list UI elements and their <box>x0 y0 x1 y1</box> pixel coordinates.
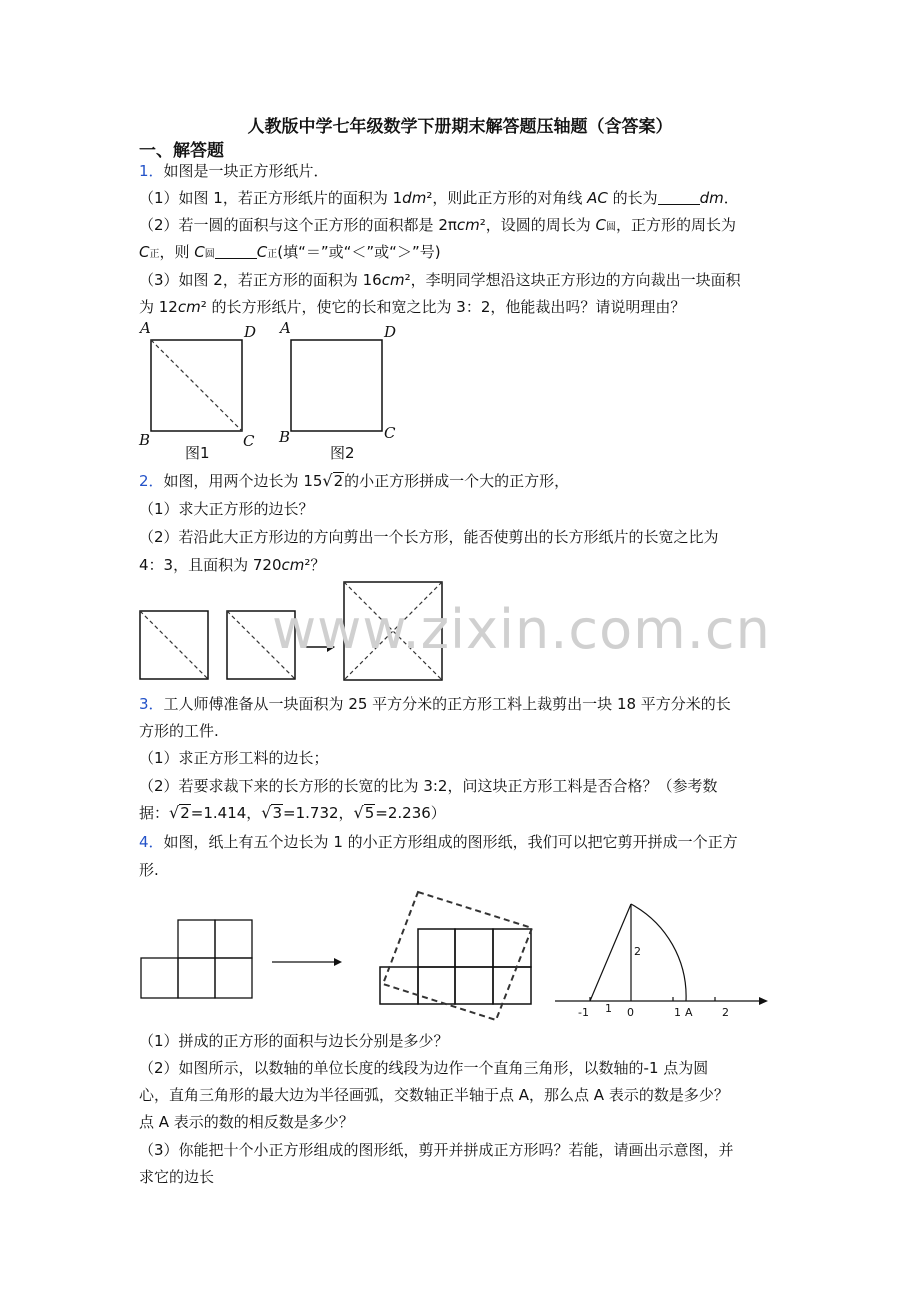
q1-part3-cont: 为 12cm² 的长方形纸片，使它的长和宽之比为 3：2，他能裁出吗？请说明理由？ <box>139 298 686 316</box>
compare-blank[interactable] <box>215 244 257 259</box>
label-a: A <box>280 319 291 337</box>
q2-number: 2． <box>139 472 164 490</box>
answer-blank[interactable] <box>658 190 700 205</box>
q1-part1: （1）如图 1，若正方形纸片的面积为 1dm²，则此正方形的对角线 AC 的长为 dm． <box>139 189 739 207</box>
point-a: A <box>685 1006 693 1019</box>
label-d: D <box>384 323 397 341</box>
figure-1 <box>138 319 256 462</box>
label-d: D <box>244 323 257 341</box>
segment-1-label: 1 <box>605 1002 612 1015</box>
label-c: C <box>243 432 255 450</box>
q3-stem: 3．工人师傅准备从一块面积为 25 平方分米的正方形工料上裁剪出一块 18 平方分米的长 <box>139 695 731 713</box>
figure-2 <box>278 319 396 462</box>
q3-part1: （1）求正方形工料的边长； <box>139 749 329 767</box>
figure-1-caption: 图1 <box>185 444 210 462</box>
q1-part2: （2）若一圆的面积与这个正方形的面积都是 2πcm²，设圆的周长为 C圆，正方形的周长为 <box>139 216 737 234</box>
tick-2: 2 <box>722 1006 729 1019</box>
diagonal-ac <box>151 340 242 431</box>
q4-part1: （1）拼成的正方形的面积与边长分别是多少？ <box>139 1032 449 1050</box>
q4-part2: （2）如图所示，以数轴的单位长度的线段为边作一个直角三角形，以数轴的-1 点为圆 <box>139 1059 709 1077</box>
q4-part3-cont: 求它的边长 <box>139 1168 215 1186</box>
q1-figures <box>135 318 405 463</box>
q1-stem: 1．如图是一块正方形纸片． <box>139 162 329 180</box>
q3-reference-data: 据：√2=1.414，√3=1.732，√5=2.236） <box>139 803 446 822</box>
q2-part1: （1）求大正方形的边长？ <box>139 500 314 518</box>
label-b: B <box>279 428 291 446</box>
tick-0: 0 <box>627 1006 634 1019</box>
height-label: 2 <box>634 945 641 958</box>
q4-number: 4． <box>139 833 164 851</box>
q1-part2-cont: C正，则 C圆 C正(填“＝”或“＜”或“＞”号) <box>139 243 441 261</box>
rearranged-square <box>380 892 532 1020</box>
q2-part2: （2）若沿此大正方形边的方向剪出一个长方形，能否使剪出的长方形纸片的长宽之比为 <box>139 528 719 546</box>
label-a: A <box>140 319 151 337</box>
tick-minus-1: -1 <box>578 1006 589 1019</box>
q3-part2: （2）若要求裁下来的长方形的长宽的比为 3:2，问这块正方形工料是否合格？（参考数 <box>139 777 718 795</box>
q4-part2-cont: 心，直角三角形的最大边为半径画弧，交数轴正半轴于点 A，那么点 A 表示的数是多少？ <box>139 1086 729 1104</box>
document-title: 人教版中学七年级数学下册期末解答题压轴题（含答案） <box>247 117 673 137</box>
five-square-shape <box>141 920 252 998</box>
q4-stem-cont: 形. <box>139 861 159 879</box>
q2-part2-cont: 4：3，且面积为 720cm²？ <box>139 556 326 574</box>
q1-number: 1． <box>139 162 164 180</box>
figure-2-caption: 图2 <box>330 444 355 462</box>
q4-part3: （3）你能把十个小正方形组成的图形纸，剪开并拼成正方形吗？若能，请画出示意图，并 <box>139 1141 734 1159</box>
watermark: www.zixin.com.cn <box>272 598 771 661</box>
number-line-figure <box>555 904 768 1019</box>
label-b: B <box>139 431 151 449</box>
q4-part2-cont2: 点 A 表示的数的相反数是多少？ <box>139 1113 354 1131</box>
q3-stem-cont: 方形的工件. <box>139 722 219 740</box>
q3-number: 3． <box>139 695 164 713</box>
q1-part3: （3）如图 2，若正方形的面积为 16cm²，李明同学想沿这块正方形边的方向裁出一块面积 <box>139 271 741 289</box>
square-abcd-2 <box>291 340 382 431</box>
dashed-square <box>383 892 532 1020</box>
label-c: C <box>384 424 396 442</box>
tick-1: 1 <box>674 1006 681 1019</box>
section-heading: 一、解答题 <box>139 141 224 161</box>
q4-figures <box>135 882 775 1042</box>
q4-stem: 4．如图，纸上有五个边长为 1 的小正方形组成的图形纸，我们可以把它剪开拼成一个正方 <box>139 833 738 851</box>
q2-stem: 2．如图，用两个边长为 15√2的小正方形拼成一个大的正方形， <box>139 471 570 490</box>
